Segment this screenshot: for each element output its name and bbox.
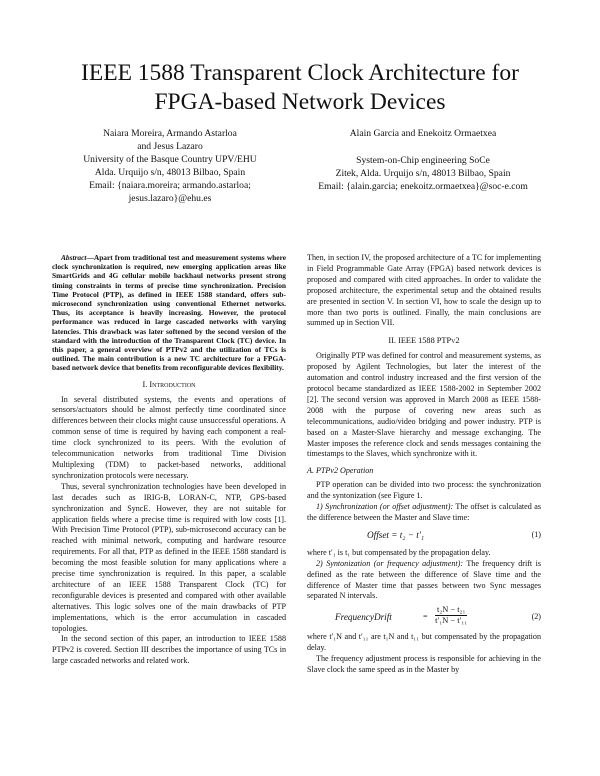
equation-lhs: Offset bbox=[367, 529, 389, 540]
author-email-cont: jesus.lazaro}@ehu.es bbox=[128, 193, 212, 204]
item-label: 2) Syntonization (or frequency adjustment): bbox=[316, 558, 464, 568]
author-block-left bbox=[52, 127, 288, 205]
equation-2 bbox=[307, 604, 541, 630]
author-block-right bbox=[305, 127, 541, 193]
equation-number: (2) bbox=[531, 612, 541, 622]
author-email: Email: {alain.garcia; enekoitz.ormaetxea}@soc-e.com bbox=[318, 181, 528, 192]
paragraph: Originally PTP was defined for control and measurement systems, as proposed by Agilent Technologies, but later the interest of the automation and control industry increased and the first version of the protocol became standardized as IEEE 1588-2002 in September 2002 [2]. The second version was approved in March 2008 as IEEE 1588-2008 with the purpose of covering new areas such as telecommunications, audio/video bridging and power industry. PTP is based on a Master-Slave hierarchy and message exchanging. The Master imposes the reference clock and sends messages containing the timestamps to the Slaves, which synchronize with it. bbox=[307, 351, 541, 459]
author-address: Zitek, Alda. Urquijo s/n, 48013 Bilbao, Spain bbox=[335, 168, 511, 179]
title-line-1: IEEE 1588 Transparent Clock Architecture for bbox=[81, 60, 519, 86]
paper-title bbox=[40, 59, 560, 117]
abstract-text: —Apart from traditional test and measurement systems where clock synchronization is required, new emerging application areas like SmartGrids and 4G cellular mobile backhaul networks present strong timing constraints in terms of precise time synchronization. Precision Time Protocol (PTP), as defined in IEEE 1588 standard, offers sub-microsecond synchronization using conventional Ethernet networks. Thus, its acceptance is heavily increasing. However, the protocol performance was reduced in large cascaded networks with varying latencies. This drawback was later softened by the second version of the standard with the introduction of the Transparent Clock (TC) device. In this paper, a general overview of PTPv2 and the utilization of TCs is outlined. The main contribution is a new TC architecture for a FPGA-based network device that benefits from reconfigurable devices flexibility. bbox=[52, 253, 286, 373]
paragraph bbox=[307, 559, 541, 603]
equation-rhs: = t₂ − t′₁ bbox=[388, 529, 425, 540]
paragraph bbox=[307, 502, 541, 524]
item-text: The frequency drift is defined as the rate between the difference of Slave time and the difference of Master time that passes between two Sync messages separated N intervals. bbox=[307, 558, 541, 601]
fraction-denominator: t′₁N − t′₁₁ bbox=[435, 616, 468, 626]
section-heading: II. IEEE 1588 PTPv2 bbox=[388, 336, 460, 346]
author-email: Email: {naiara.moreira; armando.astarloa; bbox=[89, 180, 251, 191]
item-label: 1) Synchronization (or offset adjustment): bbox=[316, 502, 454, 512]
paragraph: PTP operation can be divided into two process: the synchronization and the syntonization (see Figure 1. bbox=[307, 480, 541, 501]
author-names: Alain Garcia and Enekoitz Ormaetxea bbox=[349, 128, 497, 139]
equation-equals: = bbox=[423, 612, 428, 622]
abstract-label: Abstract bbox=[61, 253, 87, 262]
author-address: Alda. Urquijo s/n, 48013 Bilbao, Spain bbox=[94, 167, 246, 178]
title-line-2: FPGA-based Network Devices bbox=[154, 89, 446, 115]
author-names-cont: and Jesus Lazaro bbox=[137, 141, 203, 152]
paragraph: In several distributed systems, the events and operations of sensors/actuators should be almost perfectly time coordinated since differences between their clocks might cause unsuccessful operations. A common sense of time is required by having each component a real-time clock synchronized to its peers. With the evolution of telecommunication networks from traditional Time Division Multiplexing (TDM) to packet-based networks, additional synchronization protocols were necessary. bbox=[52, 394, 286, 480]
equation-1 bbox=[307, 526, 541, 546]
author-names: Naiara Moreira, Armando Astarloa bbox=[103, 128, 237, 139]
abstract bbox=[52, 253, 286, 373]
item-text: The offset is calculated as the difference between the Master and Slave time: bbox=[307, 502, 541, 522]
author-affiliation: University of the Basque Country UPV/EHU bbox=[83, 154, 257, 165]
fraction-numerator: t₂N − t₂₁ bbox=[437, 605, 466, 615]
equation-lhs: FrequencyDrift bbox=[335, 612, 392, 623]
subsection-heading: A. PTPv2 Operation bbox=[307, 466, 374, 476]
paragraph: where t′₁ is t₁ but compensated by the propagation delay. bbox=[307, 547, 491, 557]
paragraph: Thus, several synchronization technologies have been developed in last decades such as IRIG-B, LORAN-C, NTP, GPS-based synchronization and SyncE. However, they are not suitable for application fields where a precise time is required with low costs [1]. With Precision Time Protocol (PTP), sub-microsecond accuracy can be reached with minimal network, computing and hardware resource requirements. For all that, PTP as defined in the IEEE 1588 standard is becoming the most feasible solution for many applications where a precise time synchronization is required. In this paper, a scalable architecture of an IEEE 1588 Transparent Clock (TC) for reconfigurable devices is presented and compared with other available alternatives. This logic solves one of the main drawbacks of PTP implementations, which is the error accumulation in cascaded topologies. bbox=[52, 481, 286, 633]
paragraph: Then, in section IV, the proposed architecture of a TC for implementing in Field Programmable Gate Array (FPGA) based network devices is proposed and compared with cited approaches. In order to validate the proposed architecture, the experimental setup and the obtained results are presented in section V. In section VI, how to scale the design up to more than two ports is outlined. Finally, the main conclusions are summed up in Section VII. bbox=[307, 253, 541, 328]
equation-fraction bbox=[435, 605, 467, 626]
left-column bbox=[52, 253, 286, 667]
right-column bbox=[307, 253, 541, 676]
paragraph: In the second section of this paper, an introduction to IEEE 1588 PTPv2 is covered. Section III describes the importance of using TCs in large cascaded networks and related work. bbox=[52, 634, 286, 666]
equation-number: (1) bbox=[531, 529, 541, 539]
paragraph: where t′₁N and t′₁₁ are t₁N and t₁₁ but compensated by the propagation delay. bbox=[307, 632, 541, 653]
section-heading: I. Introduction bbox=[142, 379, 196, 389]
author-affiliation: System-on-Chip engineering SoCe bbox=[356, 155, 490, 166]
paragraph: The frequency adjustment process is responsible for achieving in the Slave clock the same speed as in the Master by bbox=[307, 654, 541, 675]
